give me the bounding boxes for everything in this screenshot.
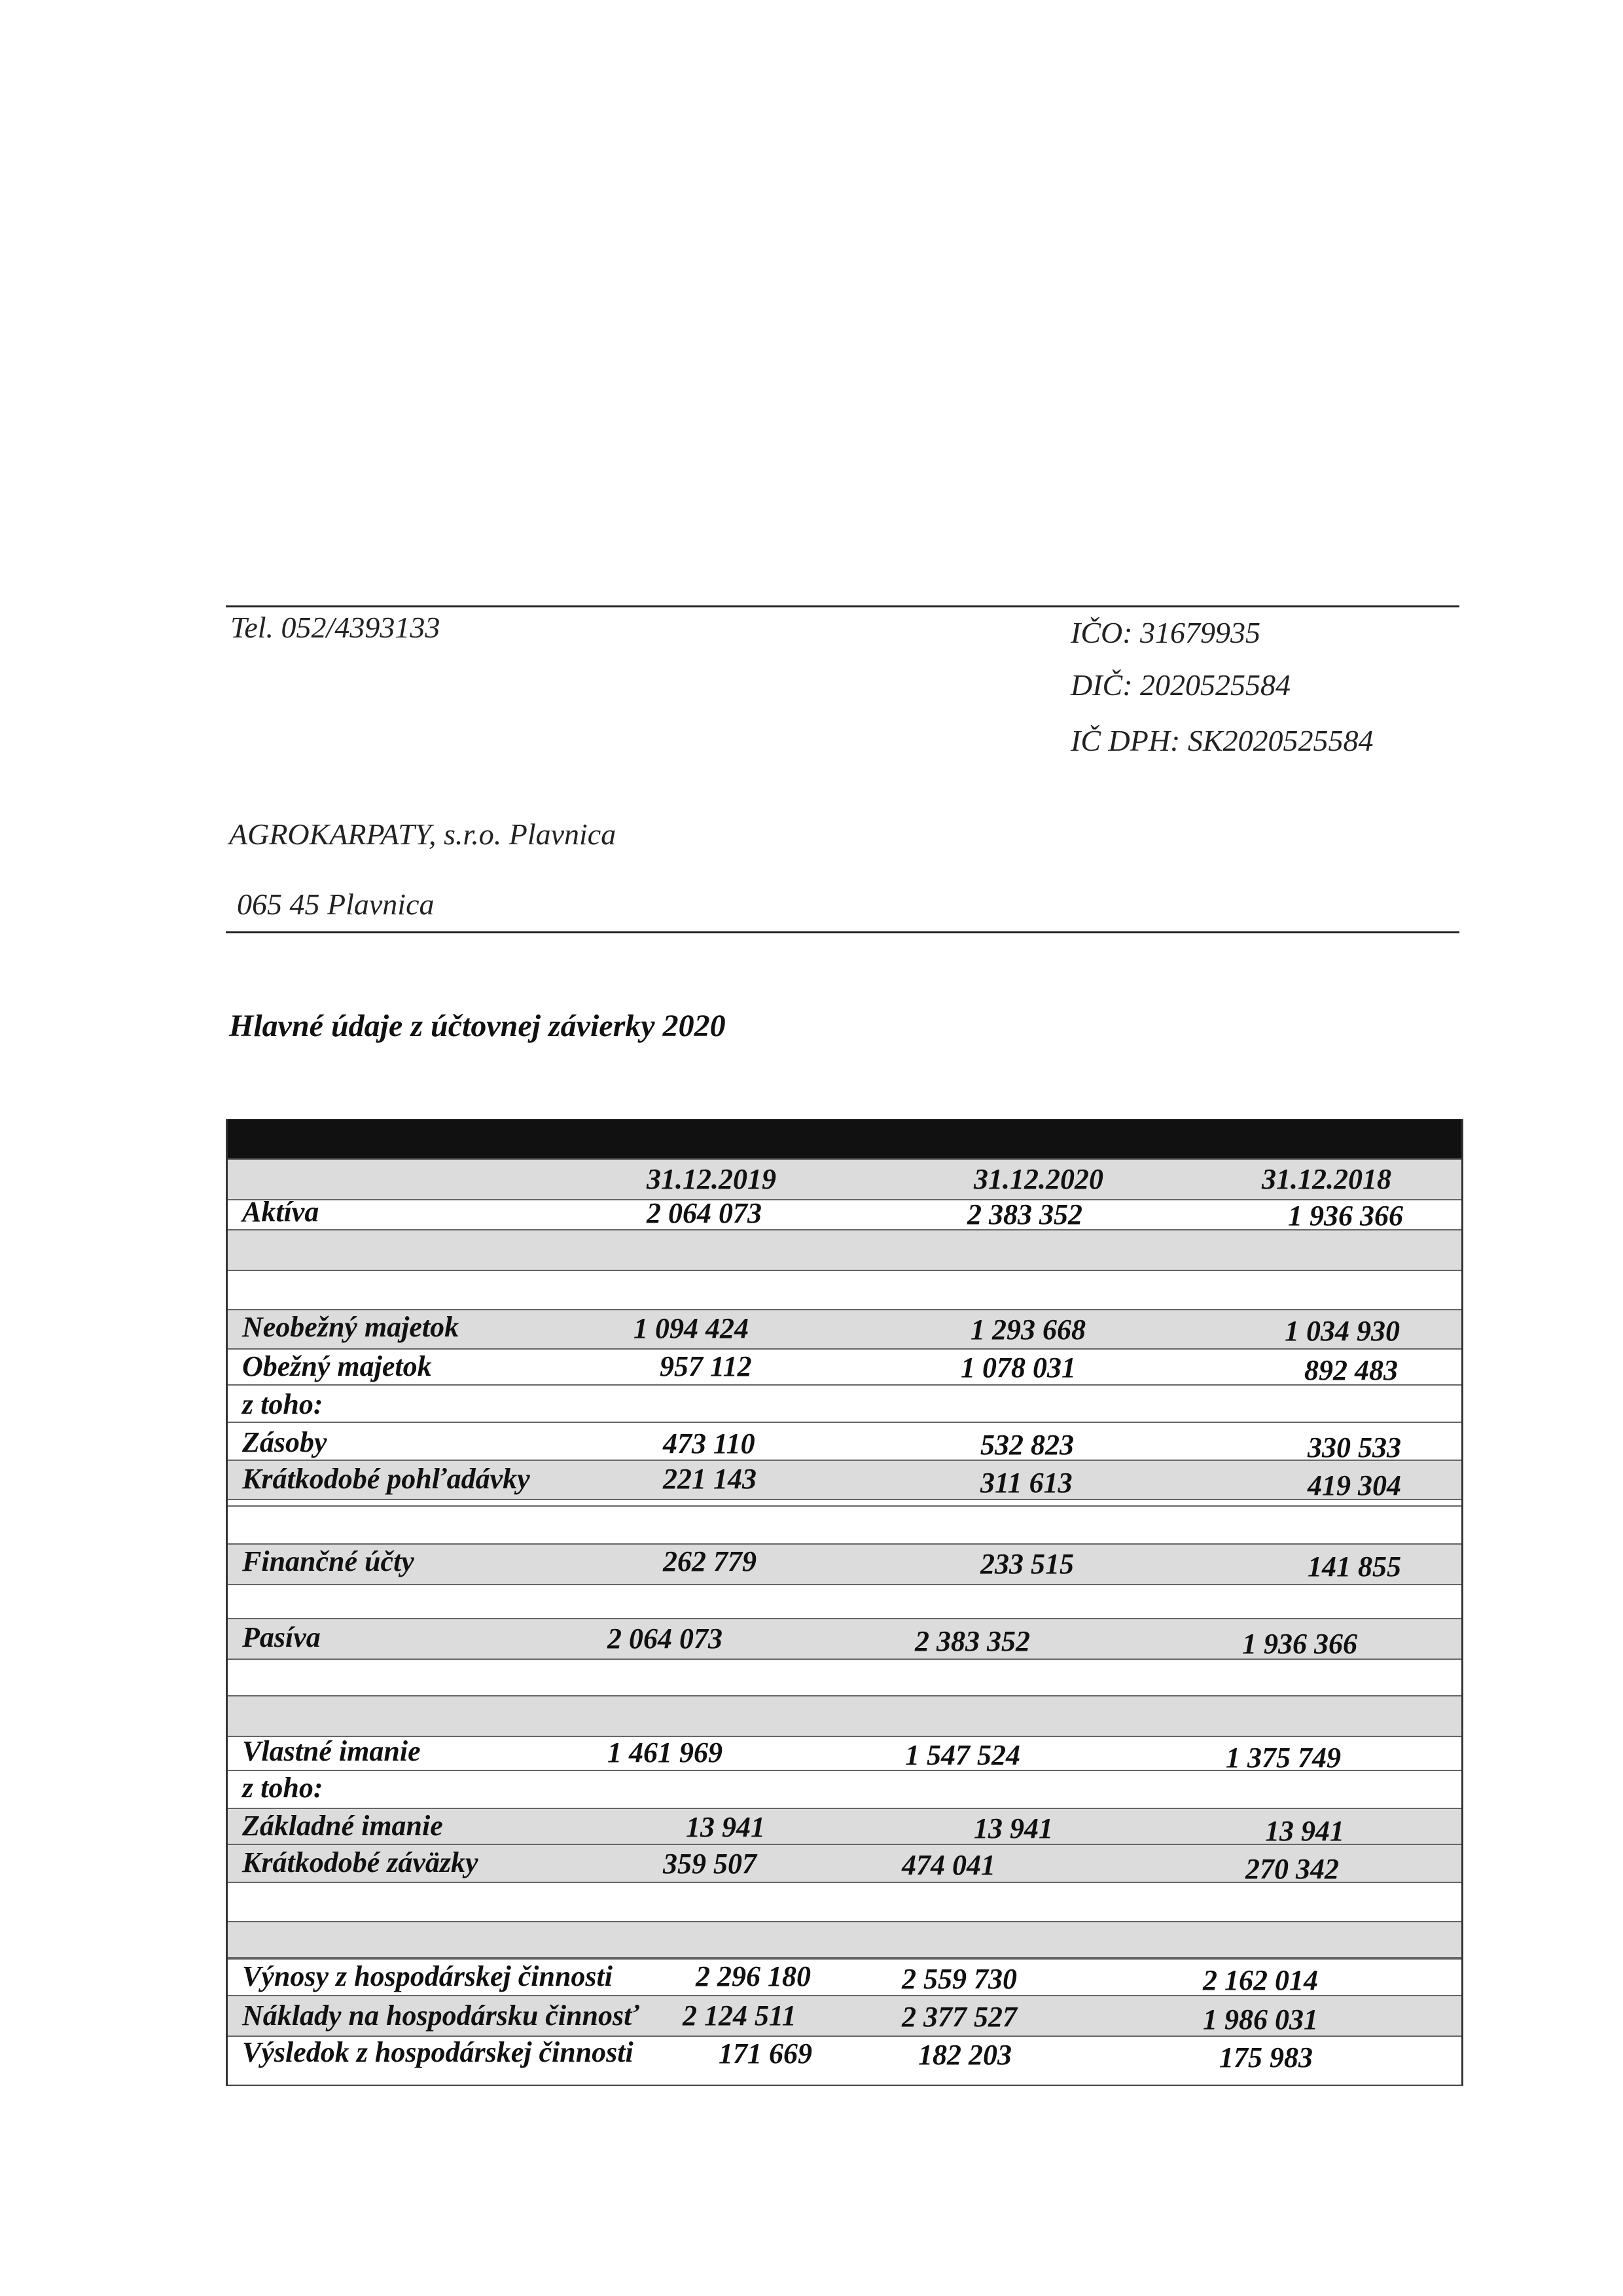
row-divider — [228, 1422, 1461, 1423]
row-label-aktiva: Aktíva — [242, 1196, 319, 1228]
neobezny-2018: 1 034 930 — [1285, 1315, 1400, 1347]
row-label-vlastne-imanie: Vlastné imanie — [242, 1735, 421, 1767]
vlastne-imanie-2019: 1 461 969 — [607, 1736, 722, 1768]
obezny-2018: 892 483 — [1304, 1354, 1398, 1386]
row-label-kratkodobe-pohladavky: Krátkodobé pohľadávky — [242, 1463, 530, 1495]
row-divider — [228, 1957, 1461, 1958]
obezny-2019: 957 112 — [660, 1350, 752, 1382]
row-label-kratkodobe-zavazky: Krátkodobé záväzky — [242, 1846, 478, 1878]
row-label-financne-ucty: Finančné účty — [242, 1545, 414, 1577]
band-empty-3 — [228, 1921, 1461, 1960]
neobezny-2020: 1 293 668 — [971, 1314, 1086, 1346]
pasiva-2018: 1 936 366 — [1242, 1628, 1357, 1660]
row-divider — [228, 1229, 1461, 1230]
obezny-2020: 1 078 031 — [961, 1352, 1076, 1384]
financial-table — [226, 1119, 1463, 2086]
pohladavky-2018: 419 304 — [1308, 1469, 1401, 1501]
row-label-zasoby: Zásoby — [242, 1426, 327, 1458]
row-label-neobezny-majetok: Neobežný majetok — [242, 1311, 459, 1343]
zakladne-imanie-2019: 13 941 — [686, 1811, 765, 1843]
financne-2019: 262 779 — [663, 1545, 757, 1577]
zakladne-imanie-2020: 13 941 — [974, 1812, 1053, 1844]
neobezny-2019: 1 094 424 — [633, 1312, 749, 1344]
vysledok-2020: 182 203 — [918, 2039, 1012, 2071]
zasoby-2018: 330 533 — [1308, 1431, 1401, 1463]
table-header-bar — [228, 1119, 1461, 1158]
vlastne-imanie-2020: 1 547 524 — [905, 1739, 1020, 1771]
naklady-2018: 1 986 031 — [1203, 2003, 1318, 2036]
vynosy-2019: 2 296 180 — [696, 1960, 811, 1992]
band-empty-2 — [228, 1695, 1461, 1737]
row-label-naklady: Náklady na hospodársku činnosť — [242, 2000, 639, 2032]
pohladavky-2019: 221 143 — [663, 1463, 757, 1495]
pasiva-2020: 2 383 352 — [915, 1625, 1030, 1657]
vlastne-imanie-2018: 1 375 749 — [1226, 1742, 1341, 1774]
company-ic-dph: IČ DPH: SK2020525584 — [1071, 724, 1374, 757]
row-label-pasiva: Pasíva — [242, 1621, 321, 1653]
header-bottom-rule — [226, 931, 1459, 933]
financne-2020: 233 515 — [980, 1548, 1074, 1580]
vynosy-2018: 2 162 014 — [1203, 1964, 1318, 1996]
aktiva-2018: 1 936 366 — [1288, 1200, 1403, 1232]
row-label-vysledok: Výsledok z hospodárskej činnosti — [242, 2036, 633, 2068]
row-label-zakladne-imanie: Základné imanie — [242, 1810, 443, 1842]
aktiva-2020: 2 383 352 — [967, 1198, 1082, 1230]
pohladavky-2020: 311 613 — [980, 1467, 1073, 1499]
zavazky-2020: 474 041 — [902, 1849, 995, 1881]
row-label-z-toho: z toho: — [242, 1388, 323, 1420]
naklady-2020: 2 377 527 — [902, 2001, 1017, 2033]
report-title: Hlavné údaje z účtovnej závierky 2020 — [229, 1009, 726, 1043]
company-dic: DIČ: 2020525584 — [1071, 668, 1291, 702]
company-name: AGROKARPATY, s.r.o. Plavnica — [229, 817, 616, 851]
company-address: 065 45 Plavnica — [237, 888, 435, 921]
phone-number: Tel. 052/4393133 — [230, 611, 440, 644]
row-divider — [228, 1270, 1461, 1271]
vynosy-2020: 2 559 730 — [902, 1963, 1017, 1995]
pasiva-2019: 2 064 073 — [607, 1623, 722, 1655]
zasoby-2019: 473 110 — [663, 1427, 755, 1460]
row-divider — [228, 1384, 1461, 1386]
column-header-2019: 31.12.2019 — [647, 1163, 776, 1195]
zakladne-imanie-2018: 13 941 — [1265, 1815, 1344, 1847]
column-header-2020: 31.12.2020 — [974, 1163, 1103, 1195]
zasoby-2020: 532 823 — [980, 1429, 1074, 1461]
financne-2018: 141 855 — [1308, 1551, 1401, 1583]
column-header-2018: 31.12.2018 — [1262, 1163, 1391, 1195]
vysledok-2018: 175 983 — [1219, 2041, 1313, 2073]
row-divider — [228, 1505, 1461, 1507]
vysledok-2019: 171 669 — [719, 2037, 812, 2070]
header-top-rule — [226, 605, 1459, 607]
zavazky-2019: 359 507 — [663, 1848, 757, 1880]
row-label-obezny-majetok: Obežný majetok — [242, 1350, 432, 1382]
row-label-z-toho-2: z toho: — [242, 1772, 323, 1804]
company-ico: IČO: 31679935 — [1071, 616, 1261, 649]
naklady-2019: 2 124 511 — [683, 2000, 796, 2032]
aktiva-2019: 2 064 073 — [647, 1197, 762, 1229]
zavazky-2018: 270 342 — [1245, 1853, 1339, 1885]
band-empty — [228, 1229, 1461, 1271]
row-label-vynosy: Výnosy z hospodárskej činnosti — [242, 1960, 613, 1992]
